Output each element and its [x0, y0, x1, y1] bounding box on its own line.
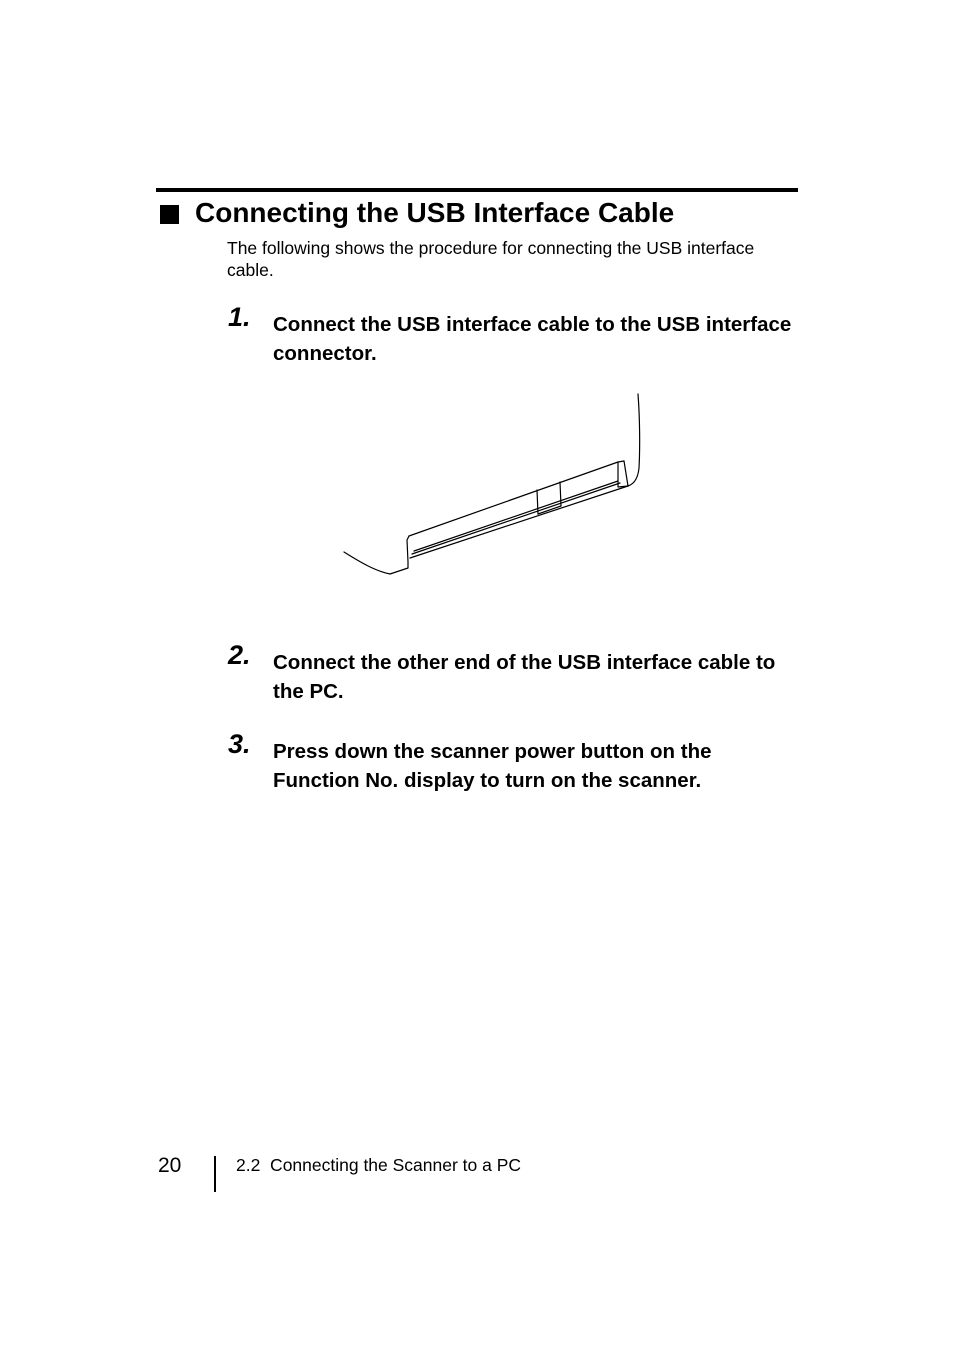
- section-top-rule: [156, 188, 798, 192]
- step-text: Connect the USB interface cable to the USB interface connector.: [273, 313, 792, 365]
- step-text: Connect the other end of the USB interface cable to the PC.: [273, 651, 776, 703]
- step-text: Press down the scanner power button on the Function No. display to turn on the scanner.: [273, 740, 712, 792]
- step-number: 3.: [228, 729, 251, 759]
- step-number: 1.: [228, 302, 251, 332]
- footer-divider: [214, 1156, 216, 1192]
- section-heading: [160, 196, 674, 230]
- section-intro: The following shows the procedure for connecting the USB interface cable.: [227, 238, 755, 280]
- step-number: 2.: [228, 640, 251, 670]
- section-title: Connecting the USB Interface Cable: [195, 197, 675, 228]
- page-number: 20: [158, 1154, 182, 1177]
- black-square-icon: [160, 205, 179, 224]
- footer-section-label: 2.2 Connecting the Scanner to a PC: [236, 1155, 522, 1175]
- scanner-usb-connector-illustration: [340, 390, 645, 580]
